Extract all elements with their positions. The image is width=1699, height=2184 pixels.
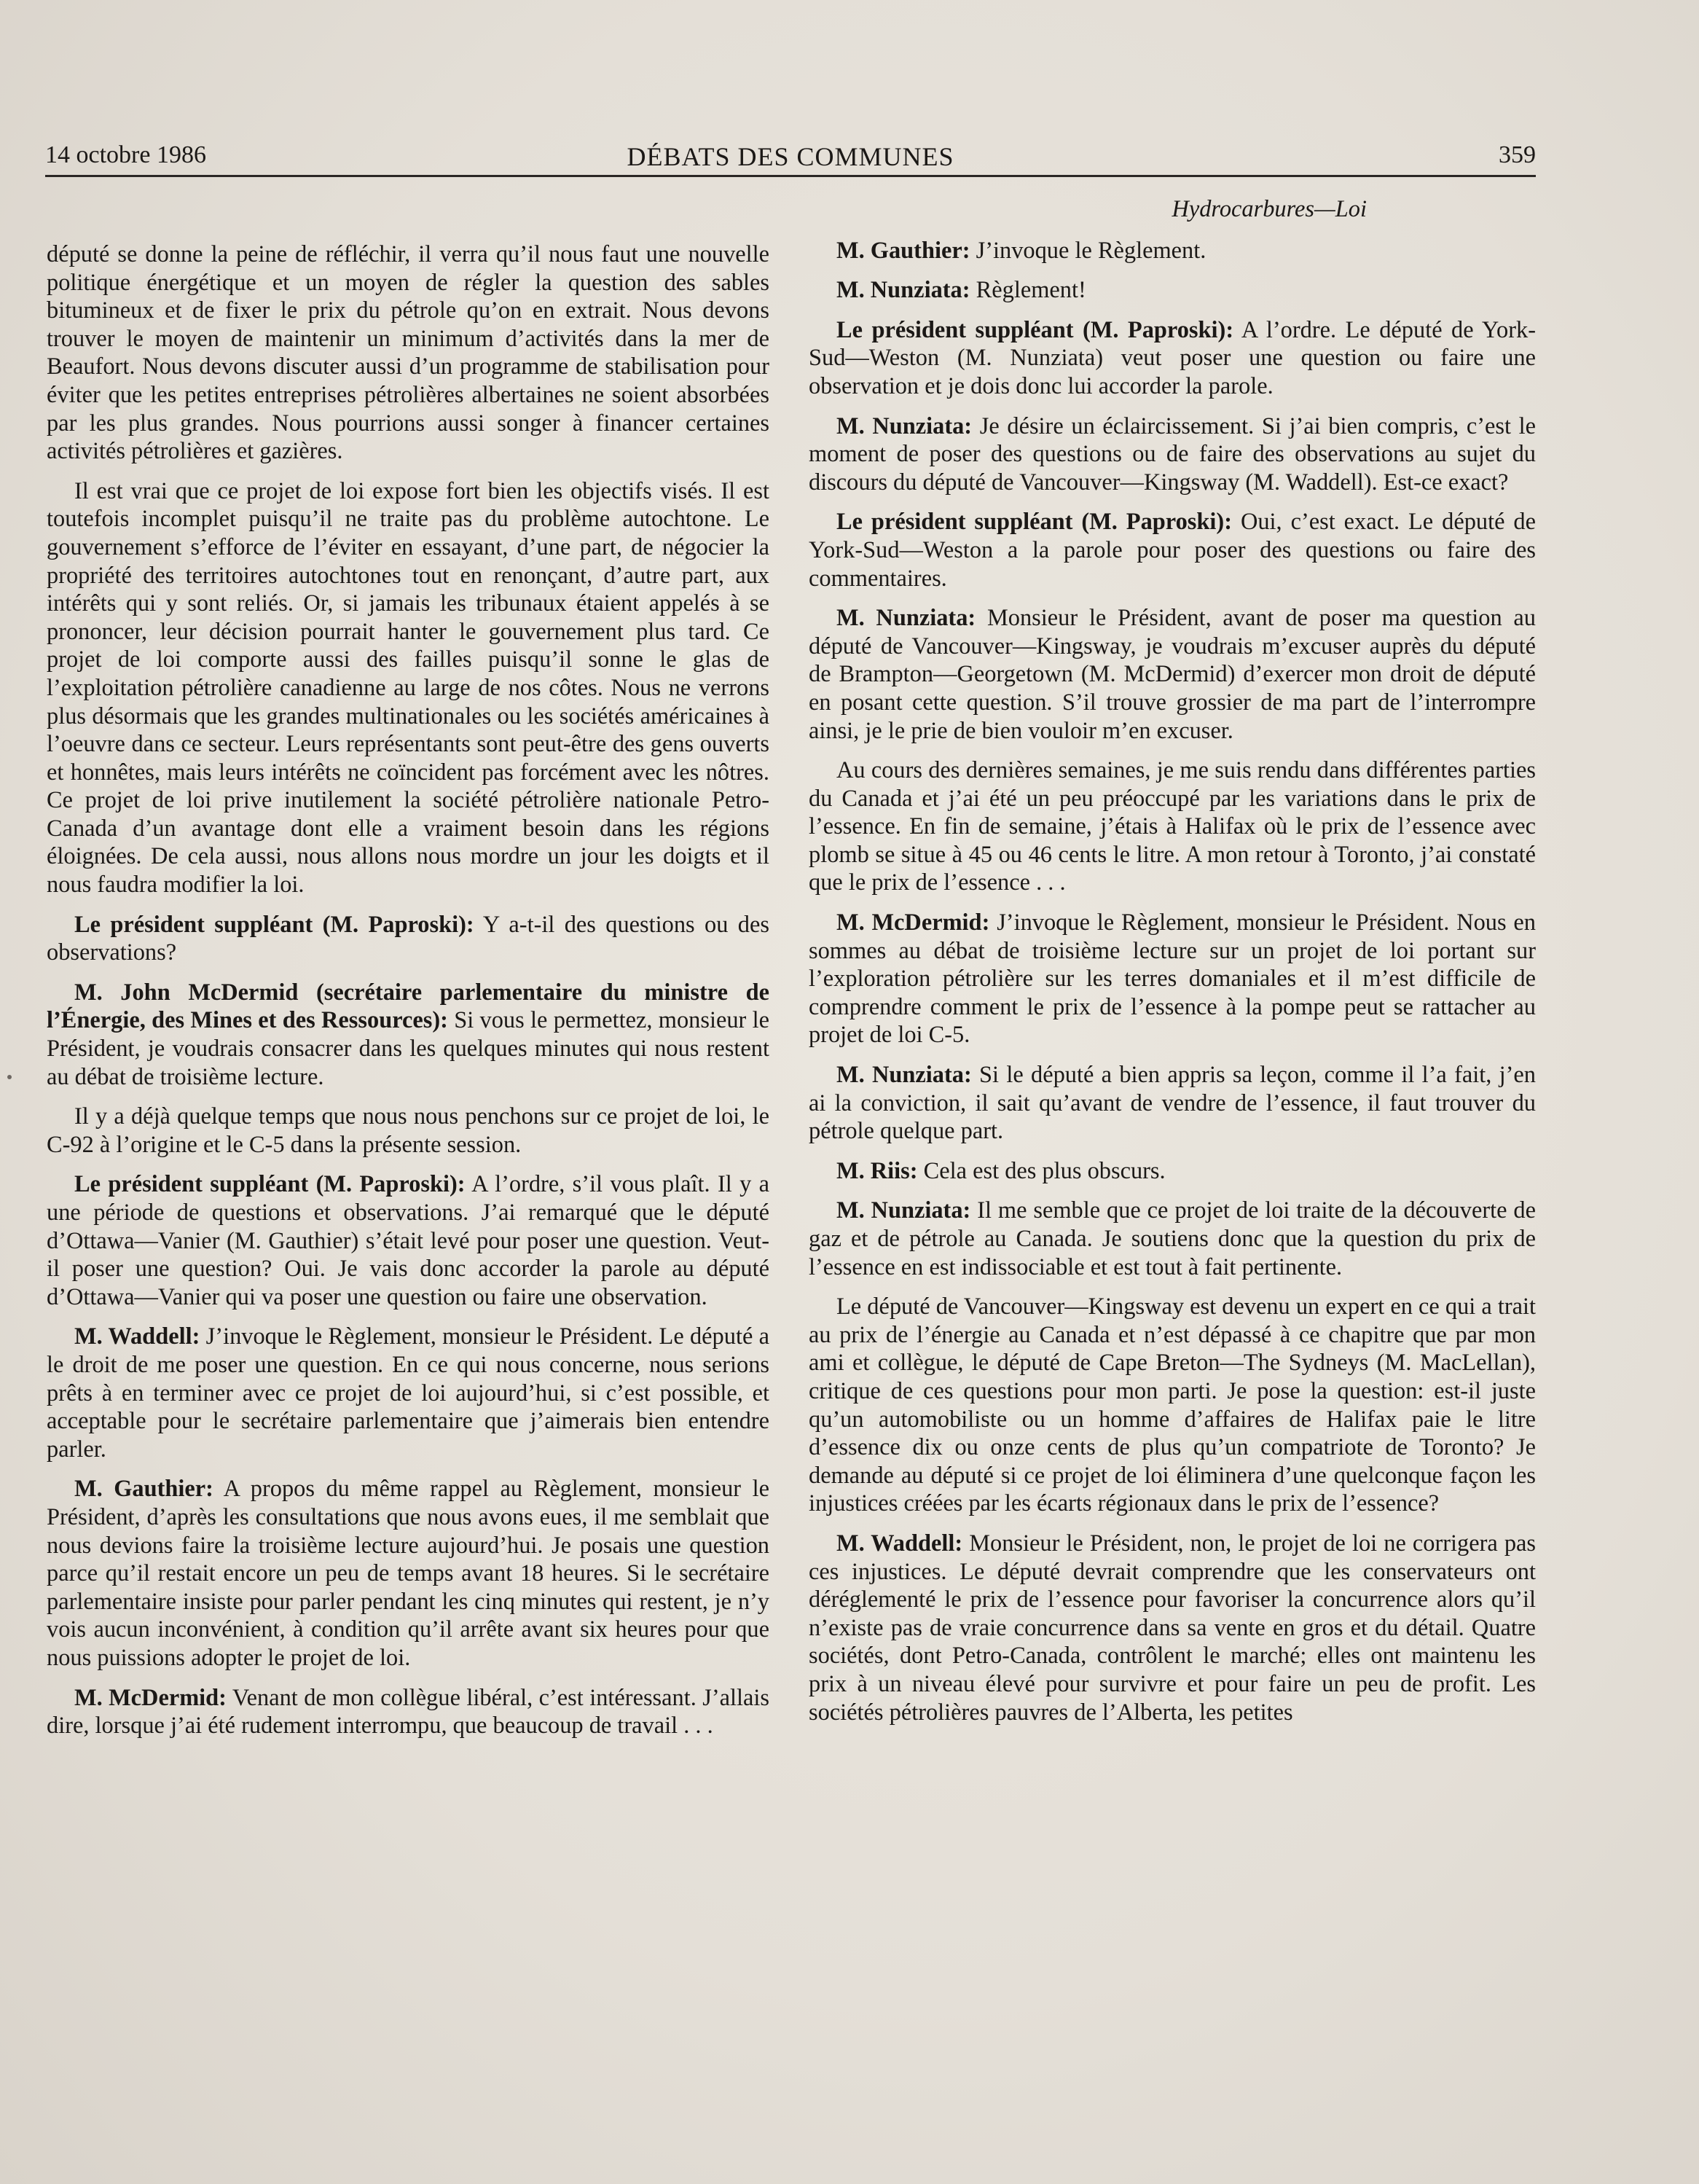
paragraph (47, 1103, 769, 1159)
speaker-name: Le président suppléant (M. Paproski): (836, 316, 1234, 343)
paragraph-text: Le député de Vancouver—Kingsway est devenu un expert en ce qui a trait au prix de l’énergie au Canada et n’est dépassé à ce chapitre que par mon ami et collègue, le député de Cape Breton—The Sydneys (M. MacLellan), critique de ces questions pour mon parti. Je pose la question: est-il juste qu’un automobiliste ou un homme d’affaires de Halifax paie le litre d’essence dix ou onze cents de plus qu’un compatriote de Toronto? Je demande au député si ce projet de loi éliminera d’une quelconque façon les injustices créées par les écarts régionaux dans le prix de l’essence? (809, 1293, 1536, 1517)
speech-paragraph (809, 412, 1536, 497)
speech-text: A propos du même rappel au Règlement, monsieur le Président, d’après les consultations que nous avons eues, il me semblait que nous devions faire la troisième lecture aujourd’hui. Je posais une question parce qu’il restait encore un peu de temps avant 18 heures. Si le secrétaire parlementaire insiste pour parler pendant les cinq minutes qui restent, je n’y vois aucun inconvénient, à condition qu’il arrête avant six heures pour que nous puissions adopter le projet de loi. (47, 1476, 769, 1671)
speech-text: J’invoque le Règlement, monsieur le Président. Le député a le droit de me poser une question. En ce qui nous concerne, nous serions prêts à en terminer avec ce projet de loi aujourd’hui, si c’est possible, et acceptable pour le secrétaire parlementaire que j’aimerais bien entendre parler. (47, 1323, 769, 1463)
speaker-name: M. John McDermid (secrétaire parlementaire du ministre de l’Énergie, des Mines et des Ressources): (47, 979, 769, 1034)
paragraph-text: Il y a déjà quelque temps que nous nous penchons sur ce projet de loi, le C-92 à l’origine et le C-5 dans la présente session. (47, 1103, 769, 1158)
paragraph-text: député se donne la peine de réfléchir, il verra qu’il nous faut une nouvelle politique énergétique et un moyen de régler la question des sables bitumineux et de fixer le prix du pétrole qu’on en extrait. Nous devons trouver le moyen de maintenir un minimum d’activités dans la mer de Beaufort. Nous devons discuter aussi d’un programme de stabilisation pour éviter que les petites entreprises pétrolières albertaines ne soient absorbées par les plus grandes. Nous pourrions aussi songer à financer certaines activités pétrolières et gazières. (47, 241, 769, 465)
speech-paragraph (809, 1530, 1536, 1726)
speaker-name: Le président suppléant (M. Paproski): (836, 509, 1232, 536)
scan-speck (7, 1075, 12, 1079)
speech-text: Monsieur le Président, non, le projet de loi ne corrigera pas ces injustices. Le député devrait comprendre que les conservateurs ont déréglementé le prix de l’essence pour favoriser la concurrence alors qu’il n’existe pas de vraie concurrence dans sa vente en gros et du détail. Quatre sociétés, dont Petro-Canada, contrôlent le marché; elles ont maintenu les prix à un niveau élevé pour survivre et pour faire un peu de profit. Les sociétés pétrolières pauvres de l’Alberta, les petites (809, 1530, 1536, 1726)
speech-text: Il me semble que ce projet de loi traite de la découverte de gaz et de pétrole au Canada. Je soutiens donc que la question du prix de l’essence en est indissociable et est tout à fait pertinente. (809, 1197, 1536, 1280)
speech-text: A l’ordre. Le député de York-Sud—Weston (M. Nunziata) veut poser une question ou faire une observation et je dois donc lui accorder la parole. (809, 316, 1537, 399)
running-head: Hydrocarbures—Loi (1172, 196, 1367, 222)
page-header (45, 138, 1536, 177)
speaker-name: M. McDermid: (836, 909, 990, 936)
speech-paragraph (47, 1684, 769, 1740)
speaker-name: M. Nunziata: (836, 605, 976, 632)
speech-text: Venant de mon collègue libéral, c’est intéressant. J’allais dire, lorsque j’ai été rudement interrompu, que beaucoup de travail . . . (47, 1684, 769, 1739)
speaker-name: M. Nunziata: (836, 1062, 972, 1089)
speech-paragraph (809, 237, 1536, 265)
speaker-name: M. Nunziata: (836, 412, 973, 439)
speech-text: Si vous le permettez, monsieur le Président, je voudrais consacrer dans les quelques minutes qui nous restent au débat de troisième lecture. (47, 1007, 769, 1090)
speech-paragraph (47, 911, 769, 967)
paragraph (809, 1293, 1536, 1518)
speech-text: A l’ordre, s’il vous plaît. Il y a une période de questions et observations. J’ai remarqué que le député d’Ottawa—Vanier (M. Gauthier) s’était levé pour poser une question. Veut-il poser une question? Oui. Je vais donc accorder la parole au député d’Ottawa—Vanier qui va poser une question ou faire une observation. (47, 1171, 769, 1310)
speech-paragraph (47, 1323, 769, 1463)
speech-text: Je désire un éclaircissement. Si j’ai bien compris, c’est le moment de poser des questions ou de faire des observations au sujet du discours du député de Vancouver—Kingsway (M. Waddell). Est-ce exact? (809, 412, 1536, 496)
speaker-name: M. Gauthier: (74, 1476, 213, 1503)
speech-paragraph (809, 508, 1536, 592)
paragraph-text: Il est vrai que ce projet de loi expose fort bien les objectifs visés. Il est toutefois incomplet puisqu’il ne traite pas du problème autochtone. Le gouvernement s’efforce de l’éviter en essayant, d’une part, de négocier la propriété des territoires autochtones tout en renonçant, d’autre part, aux intérêts qui y sont reliés. Or, si jamais les tribunaux étaient appelés à se prononcer, leur décision pourrait hanter le gouvernement plus tard. Ce projet de loi comporte aussi des failles puisqu’il sonne le glas de l’exploitation pétrolière canadienne au large de nos côtes. Nous ne verrons plus désormais que les grandes multinationales ou les sociétés américaines à l’oeuvre dans ce secteur. Leurs représentants sont peut-être des gens ouverts et honnêtes, mais leurs intérêts ne coïncident pas forcément avec les nôtres. Ce projet de loi prive inutilement la société pétrolière nationale Petro-Canada d’un avantage dont elle a vraiment besoin dans les régions éloignées. De cela aussi, nous allons nous mordre un jour les doigts et il nous faudra modifier la loi. (47, 477, 769, 899)
speech-text: Monsieur le Président, avant de poser ma question au député de Vancouver—Kingsway, je voudrais m’excuser auprès du député de Brampton—Georgetown (M. McDermid) d’exercer mon droit de député en posant cette question. S’il trouve grossier de ma part de l’interrompre ainsi, je le prie de bien vouloir m’en excuser. (809, 605, 1537, 744)
speech-paragraph (809, 316, 1536, 401)
speech-text: Règlement! (976, 277, 1086, 304)
speech-paragraph (809, 604, 1536, 745)
paragraph-text: Au cours des dernières semaines, je me suis rendu dans différentes parties du Canada et j’ai été un peu préoccupé par les variations dans le prix de l’essence. En fin de semaine, j’étais à Halifax où le prix de l’essence avec plomb se situe à 45 ou 46 cents le litre. A mon retour à Toronto, j’ai constaté que le prix de l’essence . . . (809, 757, 1536, 896)
speech-text: J’invoque le Règlement, monsieur le Président. Nous en sommes au débat de troisième lecture sur un projet de loi portant sur l’exploration pétrolière sur les terres domaniales et il m’est difficile de comprendre comment le prix de l’essence à la pompe peut se rattacher au projet de loi C-5. (809, 909, 1536, 1049)
speaker-name: M. Nunziata: (836, 277, 970, 304)
speech-paragraph (47, 1475, 769, 1672)
header-date: 14 octobre 1986 (45, 141, 206, 168)
left-column (47, 240, 769, 1752)
speech-paragraph (47, 1170, 769, 1311)
speaker-name: M. Gauthier: (836, 237, 970, 264)
page-number: 359 (1499, 141, 1536, 168)
speech-paragraph (809, 909, 1536, 1049)
speaker-name: M. Riis: (836, 1157, 918, 1184)
paragraph (47, 240, 769, 466)
speaker-name: Le président suppléant (M. Paproski): (74, 1171, 466, 1198)
speech-paragraph (47, 979, 769, 1091)
speaker-name: M. Waddell: (836, 1530, 963, 1557)
speech-paragraph (809, 276, 1536, 305)
speaker-name: M. McDermid: (74, 1684, 227, 1711)
speech-paragraph (809, 1157, 1536, 1186)
speaker-name: Le président suppléant (M. Paproski): (74, 911, 474, 938)
speech-text: J’invoque le Règlement. (976, 237, 1206, 264)
speech-paragraph (809, 1197, 1536, 1281)
header-title: DÉBATS DES COMMUNES (627, 142, 954, 171)
speaker-name: M. Waddell: (74, 1323, 200, 1350)
speech-text: Y a-t-il des questions ou des observations? (47, 911, 769, 966)
paragraph (47, 477, 769, 899)
right-column (809, 195, 1536, 1738)
speech-text: Si le député a bien appris sa leçon, comme il l’a fait, j’en ai la conviction, il sait qu’avant de vendre de l’essence, il faut trouver du pétrole quelque part. (809, 1062, 1536, 1145)
speaker-name: M. Nunziata: (836, 1197, 971, 1224)
speech-text: Oui, c’est exact. Le député de York-Sud—Weston a la parole pour poser des questions ou faire des commentaires. (809, 509, 1536, 592)
speech-text: Cela est des plus obscurs. (923, 1157, 1166, 1184)
paragraph (809, 756, 1536, 897)
speech-paragraph (809, 1061, 1536, 1146)
